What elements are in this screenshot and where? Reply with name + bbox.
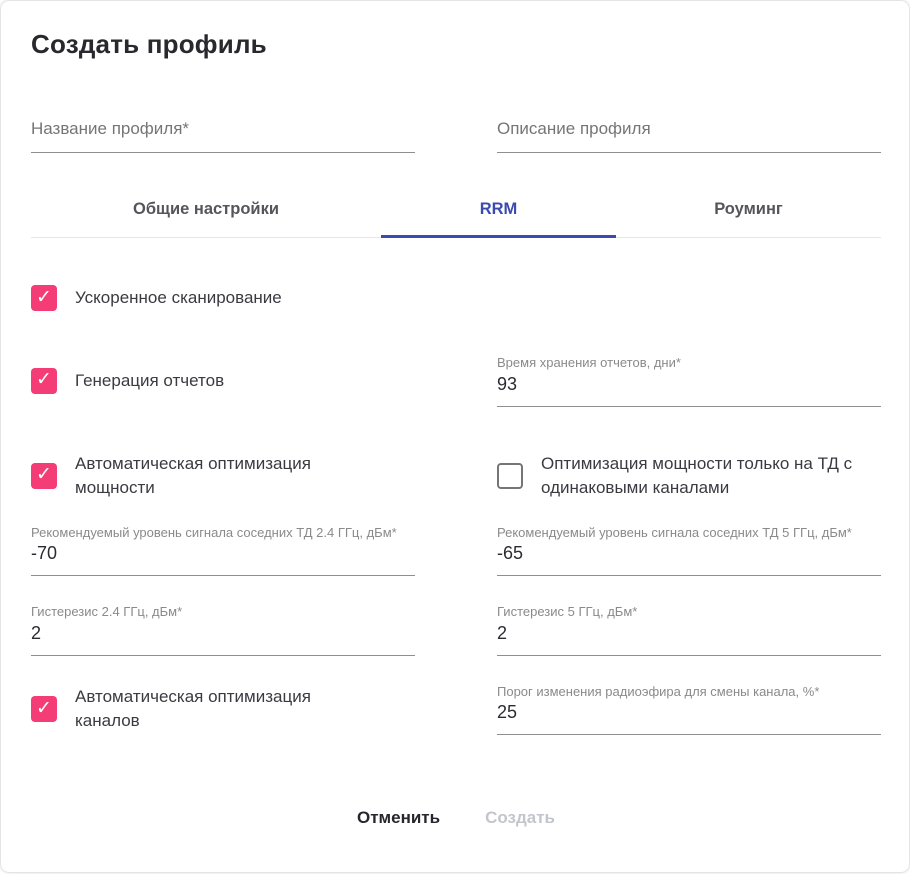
row-reports	[31, 355, 881, 407]
row-channel-optimization	[31, 684, 881, 736]
auto-power-optimization-checkbox[interactable]	[31, 452, 415, 500]
power-same-channels-label: Оптимизация мощности только на ТД с одинаковыми каналами	[541, 453, 853, 497]
fast-scan-checkbox[interactable]	[31, 285, 881, 311]
row-hysteresis	[31, 604, 881, 656]
hysteresis-24-label: Гистерезис 2.4 ГГц, дБм*	[31, 604, 183, 619]
top-fields-row	[31, 119, 881, 153]
tab-bar	[31, 199, 881, 238]
row-fast-scan	[31, 285, 881, 311]
hysteresis-5-input[interactable]	[497, 620, 881, 656]
dialog-title: Создать профиль	[31, 29, 267, 59]
channel-change-threshold-field	[497, 684, 881, 736]
signal-level-24-field	[31, 525, 415, 577]
signal-level-24-input[interactable]	[31, 540, 415, 576]
profile-name-field	[31, 119, 415, 153]
row-signal-levels	[31, 525, 881, 577]
channel-change-threshold-input[interactable]	[497, 699, 881, 735]
checkbox-checked-icon	[31, 696, 57, 722]
create-button[interactable]: Создать	[485, 808, 555, 827]
signal-level-5-input[interactable]	[497, 540, 881, 576]
report-retention-input[interactable]	[497, 371, 881, 407]
tab-rrm-label: RRM	[479, 200, 518, 218]
auto-power-optimization-label: Автоматическая оптимизация мощности	[75, 453, 311, 497]
checkmark-icon: ✓	[36, 369, 52, 391]
dialog-actions	[31, 807, 881, 829]
auto-channel-optimization-label: Автоматическая оптимизация каналов	[75, 687, 311, 731]
checkbox-checked-icon	[31, 285, 57, 311]
row-power-optimization	[31, 452, 881, 500]
report-retention-label: Время хранения отчетов, дни*	[497, 355, 681, 370]
checkmark-icon: ✓	[36, 286, 52, 308]
report-generation-label: Генерация отчетов	[75, 370, 225, 390]
checkmark-icon: ✓	[36, 464, 52, 485]
auto-channel-optimization-checkbox[interactable]	[31, 685, 415, 733]
hysteresis-24-field	[31, 604, 415, 656]
active-tab-indicator	[381, 235, 616, 238]
checkbox-checked-icon	[31, 463, 57, 489]
hysteresis-5-field	[497, 604, 881, 656]
tab-general-settings[interactable]: Общие настройки	[31, 199, 381, 237]
profile-description-field	[497, 119, 881, 153]
cancel-button[interactable]: Отменить	[357, 808, 441, 827]
signal-level-5-field	[497, 525, 881, 577]
profile-name-input[interactable]	[31, 119, 415, 153]
fast-scan-label: Ускоренное сканирование	[75, 288, 282, 307]
report-retention-field	[497, 355, 881, 407]
power-same-channels-checkbox[interactable]	[497, 452, 881, 500]
checkbox-checked-icon	[31, 368, 57, 394]
checkmark-icon: ✓	[36, 697, 52, 719]
tab-roaming[interactable]: Роуминг	[616, 199, 881, 237]
report-generation-checkbox[interactable]	[31, 368, 415, 394]
tab-rrm[interactable]	[381, 199, 616, 237]
hysteresis-24-input[interactable]	[31, 620, 415, 656]
signal-level-24-label: Рекомендуемый уровень сигнала соседних ТД 2.4 ГГц, дБм*	[31, 524, 397, 540]
channel-change-threshold-label: Порог изменения радиоэфира для смены канала, %*	[497, 683, 820, 699]
checkbox-unchecked-icon	[497, 463, 523, 489]
hysteresis-5-label: Гистерезис 5 ГГц, дБм*	[497, 604, 638, 619]
create-profile-dialog	[1, 1, 909, 872]
signal-level-5-label: Рекомендуемый уровень сигнала соседних ТД 5 ГГц, дБм*	[497, 524, 852, 540]
profile-description-input[interactable]	[497, 119, 881, 153]
